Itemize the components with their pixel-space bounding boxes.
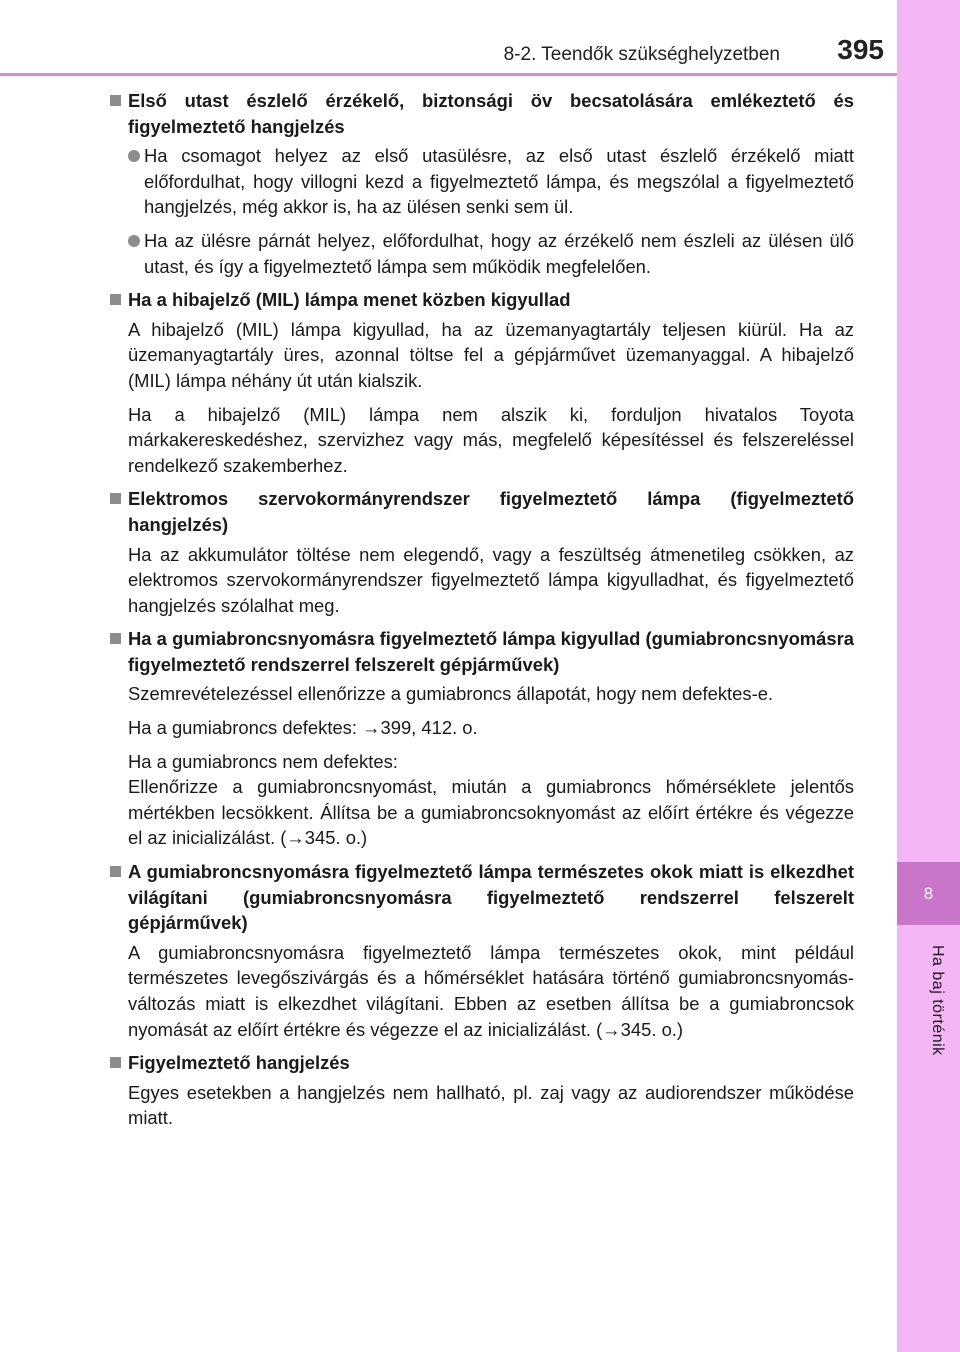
section-heading (104, 88, 854, 139)
section-heading-text: Figyelmeztető hangjelzés (128, 1052, 350, 1074)
page-number: 395 (837, 34, 884, 65)
paragraph: Ha a gumiabroncs defektes: →399, 412. o. (128, 717, 478, 739)
chapter-title: Ha baj történik (929, 945, 946, 1056)
circle-bullet-icon (128, 150, 140, 162)
section-tpws-lamp (104, 626, 854, 851)
paragraph: Ha a hibajelző (MIL) lámpa nem alszik ki, forduljon hivatalos Toyota márkakereskedéshez, szervizhez vagy más, megfelelő képesítéssel és felszereléssel rendelkező szakemberhez. (128, 403, 854, 476)
square-bullet-icon (110, 95, 121, 106)
section-tpws-natural (104, 859, 854, 1042)
chapter-side-tab (897, 0, 960, 1352)
section-heading-text: Elektromos szervokormányrendszer figyelmeztető lámpa (figyelmeztető hangjelzés) (128, 488, 854, 535)
list-item (104, 228, 854, 279)
paragraph: Ha a gumiabroncs nem defektes: Ellenőrizze a gumiabroncsnyomást, miután a gumiabroncs hőmérséklete jelentős mértékben lecsökkent. Állítsa be a gumiabroncsoknyomást az előírt értékre és végezze el az inicializálást. (→345. o.) (128, 750, 854, 849)
section-heading-text: A gumiabroncsnyomásra figyelmeztető lámpa természetes okok miatt is elkezdhet világítani (gumiabroncsnyomásra figyelmeztető rendszerrel felszerelt gépjárművek) (128, 861, 854, 934)
section-mil-lamp (104, 287, 854, 478)
paragraph: Egyes esetekben a hangjelzés nem hallható, pl. zaj vagy az audiorendszer működése miatt. (128, 1081, 854, 1129)
section-warning-buzzer (104, 1050, 854, 1131)
section-heading (104, 1050, 854, 1076)
square-bullet-icon (110, 493, 121, 504)
list-item-text: Ha az ülésre párnát helyez, előfordulhat, hogy az érzékelő nem észleli az ülésen ülő utast, és így a figyelmeztető lámpa sem működik megfelelően. (144, 229, 854, 277)
main-content (104, 88, 854, 1139)
section-heading (104, 486, 854, 537)
paragraph: Ha az akkumulátor töltése nem elegendő, vagy a feszültség átmenetileg csökken, az elektromos szervokormányrendszer figyelmeztető lámpa kigyulladhat, és figyelmeztető hangjelzés szólalhat meg. (128, 543, 854, 616)
section-heading-text: Ha a hibajelző (MIL) lámpa menet közben kigyullad (128, 289, 571, 311)
paragraph: A hibajelző (MIL) lámpa kigyullad, ha az üzemanyagtartály teljesen kiürül. Ha az üzemanyagtartály üres, azonnal töltse fel a gépjárművet üzemanyaggal. A hibajelző (MIL) lámpa néhány út után kialszik. (128, 318, 854, 391)
section-title: 8-2. Teendők szükséghelyzetben (503, 44, 780, 65)
paragraph: A gumiabroncsnyomásra figyelmeztető lámpa természetes okok, mint például természetes levegőszivárgás és a hőmérséklet hatására történő gumiabroncsnyomás-változás miatt is elkezdhet világítani. Ebben az esetben állítsa be a gumiabroncsok nyomását az előírt értékre és végezze el az inicializálást. (→345. o.) (128, 941, 854, 1040)
chapter-number: 8 (897, 862, 960, 925)
section-eps-lamp (104, 486, 854, 618)
square-bullet-icon (110, 633, 121, 644)
list-item (104, 143, 854, 220)
square-bullet-icon (110, 294, 121, 305)
list-item-text: Ha csomagot helyez az első utasülésre, az első utast észlelő érzékelő miatt előfordulhat, hogy villogni kezd a figyelmeztető lámpa, és megszólal a figyelmeztető hangjelzés, még akkor is, ha az ülésen senki sem ül. (144, 145, 854, 218)
square-bullet-icon (110, 866, 121, 877)
header-divider (0, 73, 897, 76)
section-heading-text: Első utast észlelő érzékelő, biztonsági öv becsatolására emlékeztető és figyelmeztető hangjelzés (128, 90, 854, 137)
paragraph: Szemrevételezéssel ellenőrizze a gumiabroncs állapotát, hogy nem defektes-e. (128, 683, 774, 705)
section-heading-text: Ha a gumiabroncsnyomásra figyelmeztető lámpa kigyullad (gumiabroncsnyomásra figyelmeztető rendszerrel felszerelt gépjárművek) (128, 628, 854, 675)
section-heading (104, 287, 854, 313)
square-bullet-icon (110, 1057, 121, 1068)
circle-bullet-icon (128, 235, 140, 247)
section-heading (104, 859, 854, 936)
section-passenger-sensor (104, 88, 854, 279)
section-heading (104, 626, 854, 677)
